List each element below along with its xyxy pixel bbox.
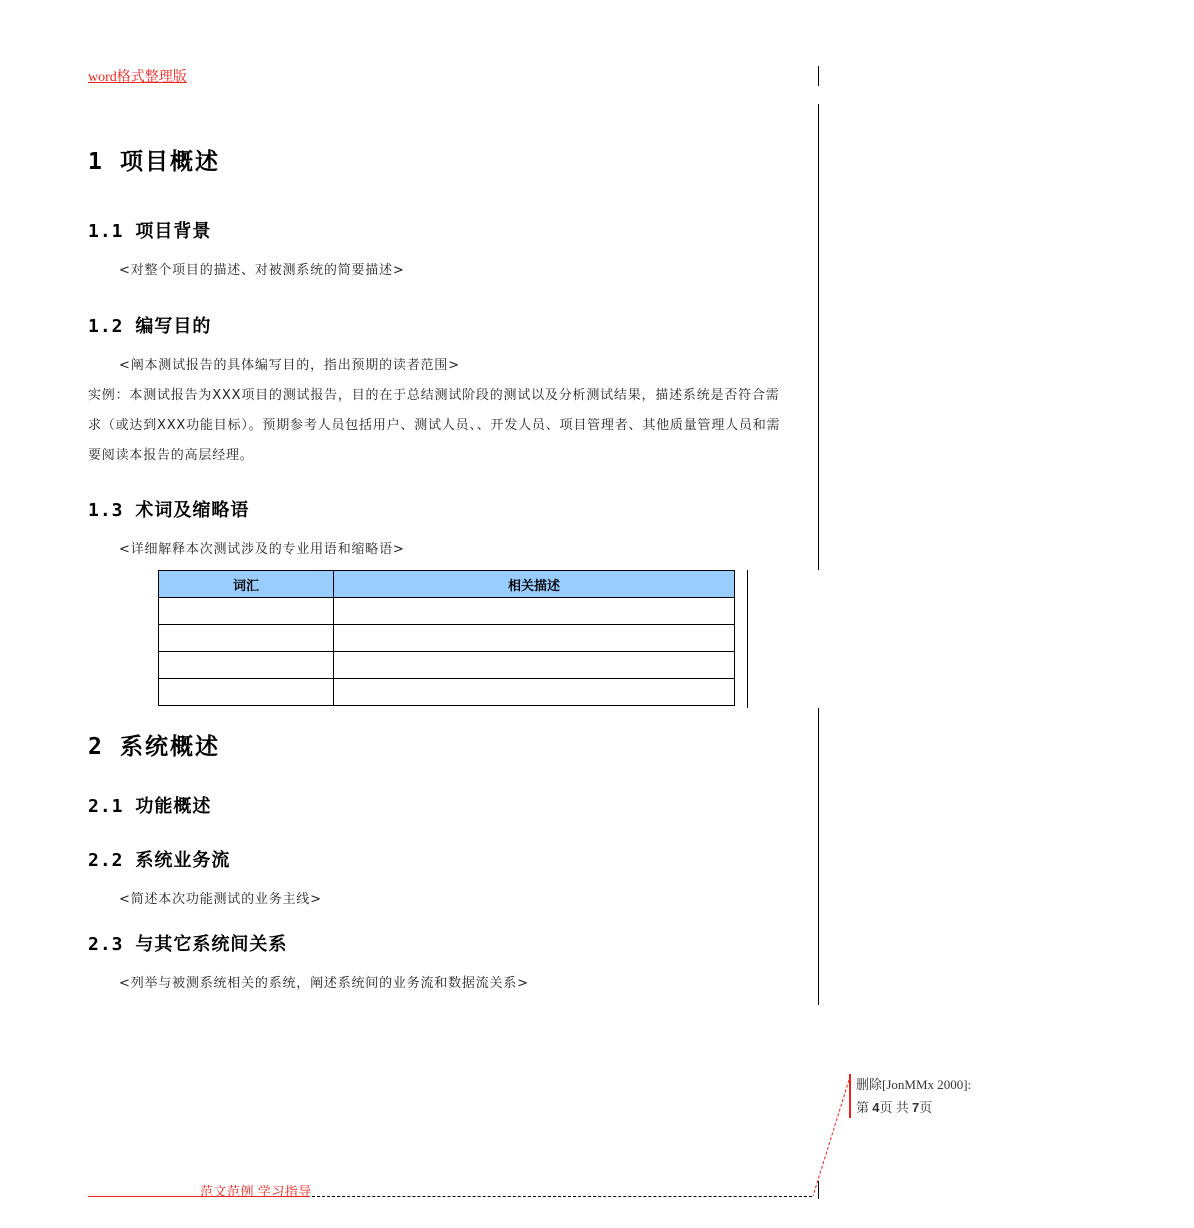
table-cell[interactable] — [159, 625, 334, 652]
page-suffix: 页 — [919, 1100, 933, 1115]
heading-2-1: 2.1 功能概述 — [88, 796, 212, 817]
margin-bar — [818, 66, 819, 86]
heading-1-3: 1.3 术词及缩略语 — [88, 500, 250, 521]
section-number: 1 — [88, 149, 104, 175]
table-cell[interactable] — [159, 679, 334, 706]
table-cell[interactable] — [334, 652, 735, 679]
comment-label[interactable]: 删除[JonMMx 2000]: — [856, 1077, 972, 1092]
heading-2-3: 2.3 与其它系统间关系 — [88, 934, 288, 955]
footer-rule-dashed — [312, 1196, 812, 1197]
page-prefix: 第 — [856, 1100, 870, 1115]
table-row — [159, 652, 735, 679]
heading-section-1 — [88, 143, 220, 176]
note-1-1: <对整个项目的描述、对被测系统的简要描述> — [119, 263, 405, 278]
page-header-text: word格式整理版 — [88, 70, 187, 85]
table-row — [159, 625, 735, 652]
footer-text: 范文范例 学习指导 — [200, 1184, 312, 1199]
section-title: 系统概述 — [120, 734, 220, 760]
margin-bar — [818, 104, 819, 570]
table-header-row — [159, 571, 735, 598]
heading-2-2: 2.2 系统业务流 — [88, 850, 231, 871]
table-cell[interactable] — [159, 598, 334, 625]
margin-bar — [747, 570, 748, 708]
body-1-2: 实例：本测试报告为XXX项目的测试报告，目的在于总结测试阶段的测试以及分析测试结果，描述系统是否符合需求（或达到XXX功能目标）。预期参考人员包括用户、测试人员、、开发人员、项目管理者、其他质量管理人员和需要阅读本报告的高层经理。 — [88, 388, 781, 463]
column-header-term: 词汇 — [159, 571, 334, 598]
page-total: 7 — [912, 1100, 920, 1115]
section-title: 项目概述 — [120, 149, 220, 175]
note-1-2: <阐本测试报告的具体编写目的，指出预期的读者范围> — [119, 358, 460, 373]
page-count — [856, 1097, 932, 1116]
table-row — [159, 598, 735, 625]
heading-1-2: 1.2 编写目的 — [88, 316, 212, 337]
margin-bar — [818, 1181, 819, 1199]
table-cell[interactable] — [159, 652, 334, 679]
terms-table — [158, 570, 735, 706]
page-mid: 页 共 — [879, 1100, 909, 1115]
heading-section-2 — [88, 728, 220, 761]
table-cell[interactable] — [334, 625, 735, 652]
section-number: 2 — [88, 734, 104, 760]
heading-1-1: 1.1 项目背景 — [88, 221, 212, 242]
page-current: 4 — [872, 1100, 880, 1115]
column-header-description: 相关描述 — [334, 571, 735, 598]
table-cell[interactable] — [334, 679, 735, 706]
table-row — [159, 679, 735, 706]
margin-bar — [818, 708, 819, 1005]
note-1-3: <详细解释本次测试涉及的专业用语和缩略语> — [119, 542, 405, 557]
note-2-2: <简述本次功能测试的业务主线> — [119, 892, 322, 907]
note-2-3: <列举与被测系统相关的系统，阐述系统间的业务流和数据流关系> — [119, 976, 529, 991]
comment-marker — [849, 1074, 851, 1118]
table-cell[interactable] — [334, 598, 735, 625]
